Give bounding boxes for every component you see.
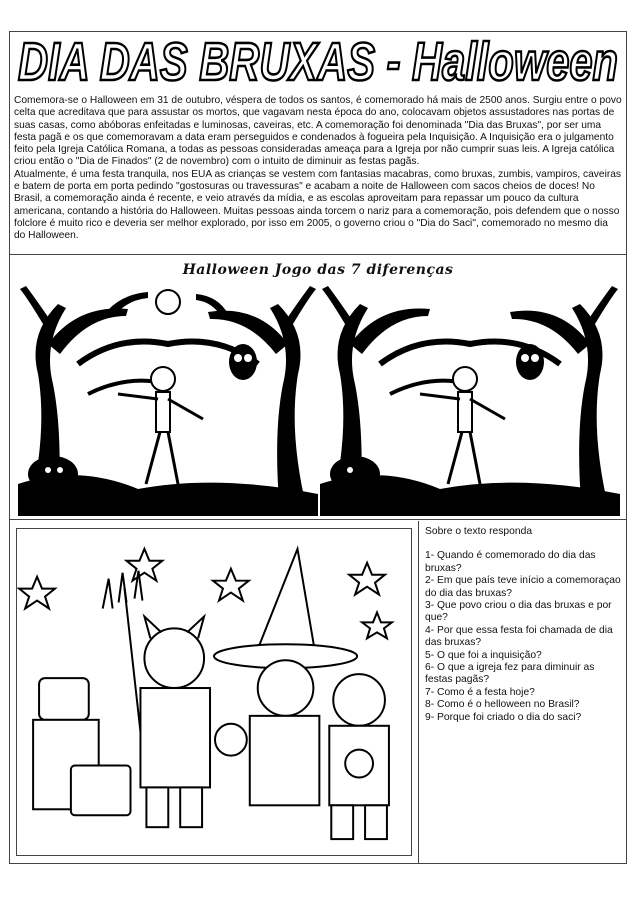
questions-intro: Sobre o texto responda [425, 526, 533, 537]
page-title-text: DIA DAS BRUXAS - Halloween [18, 32, 618, 88]
spot-difference-section [10, 256, 626, 520]
intro-paragraph-2: Atualmente, é uma festa tranquila, nos EUA as crianças se vestem com fantasias macabras, como bruxas, zumbis, vampiros, caveiras e batem de porta em porta pedindo "gostosuras ou travessuras" e acabam a noite de Halloween com sacos cheios de doces! No Brasil, a comemoração ainda é recente, e veio através da mídia, e as escolas aproveitam para repassar um pouco da cultura americana, contando a história do Halloween. Muitas pessoas ainda torcem o nariz para a comemoração, pois defendem que o nosso folclore é muito rico e deveria ser melhor explorado, por isso em 2005, o governo criou o "Dia do Saci", comemorado no mesmo dia do Halloween. [14, 168, 621, 242]
question-item: 3- Que povo criou o dia das bruxas e por que? [425, 600, 612, 624]
question-item: 4- Por que essa festa foi chamada de dia das bruxas? [425, 624, 613, 649]
question-item: 7- Como é a festa hoje? [425, 686, 535, 698]
coloring-picture [16, 528, 412, 856]
intro-paragraph-1: Comemora-se o Halloween em 31 de outubro, véspera de todos os santos, é comemorado há mais de 2500 anos. Surgiu entre o povo celta que acreditava que para assustar os mortos, que vagavam nesta época do ano, colocavam objetos assustadores nas portas de suas casas, como abóboras enfeitadas e luminosas, caveiras, etc. A comemoração foi denominada "Dia das Bruxas", por ser uma festa pagã e os que comemoravam a data eram perseguidos e condenados à fogueira pela Inquisição. A Inquisição era o julgamento feito pela Igreja Católica Romana, a todas as pessoas consideradas ameaça para a Igreja por não cumprir suas leis. A Igreja católica criou então o "Dia de Finados" (2 de novembro) com o intuito de diminuir as festas pagãs. [14, 95, 622, 168]
intro-text [14, 95, 622, 243]
question-item: 9- Porque foi criado o dia do saci? [425, 711, 582, 723]
page-title [12, 28, 624, 88]
activity-section [10, 521, 626, 863]
question-item: 8- Como é o helloween no Brasil? [425, 699, 580, 711]
column-divider [418, 521, 419, 863]
questions-list [425, 550, 623, 724]
worksheet [9, 31, 627, 864]
questions-panel [425, 526, 623, 724]
question-item: 6- O que a igreja fez para diminuir as festas pagãs? [425, 662, 595, 686]
question-item: 1- Quando é comemorado do dia das bruxas? [425, 550, 596, 574]
question-item: 5- O que foi a inquisição? [425, 649, 542, 661]
spot-difference-image-left [18, 284, 318, 516]
haunted-tree-illustration [18, 284, 318, 516]
question-item: 2- Em que país teve início a comemoraçao do dia das bruxas? [425, 575, 621, 599]
game-title: Halloween Jogo das 7 diferenças [182, 262, 454, 278]
haunted-tree-illustration [320, 284, 620, 516]
spot-difference-image-right [320, 284, 620, 516]
costumed-kids-illustration [17, 529, 411, 855]
intro-section [10, 32, 626, 255]
